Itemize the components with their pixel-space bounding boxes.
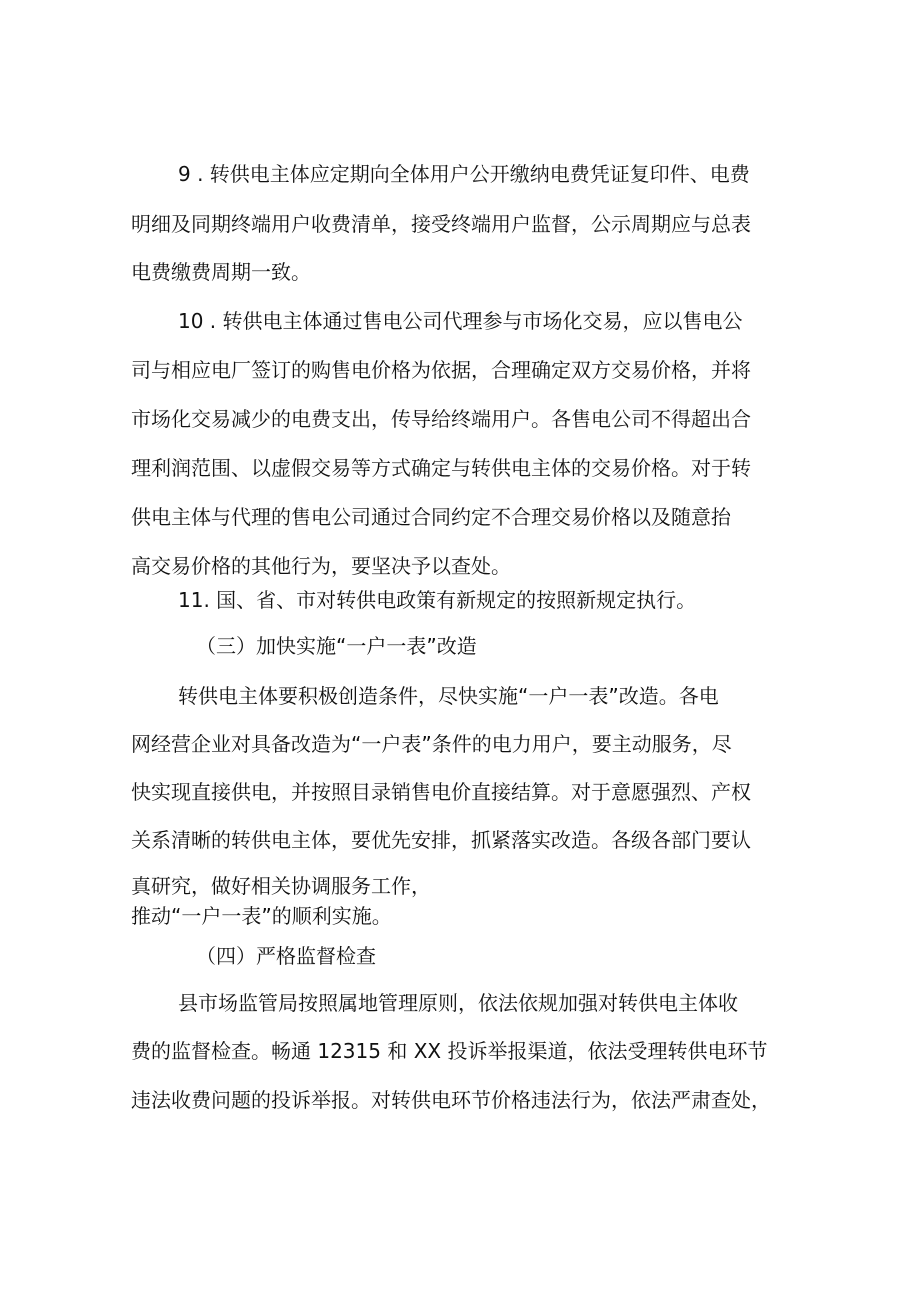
section3-heading: （三）加快实施“一户一表”改造 [196,634,477,658]
section3-line-1: 转供电主体要积极创造条件，尽快实施“一户一表”改造。各电 [178,684,719,708]
section4-line-1: 县市场监管局按照属地管理原则，依法依规加强对转供电主体收 [178,991,738,1015]
section4-line-2: 费的监督检查。畅通 12315 和 XX 投诉举报渠道，依法受理转供电环节 [131,1039,768,1063]
item10-line-6: 高交易价格的其他行为，要坚决予以查处。 [131,554,511,578]
item9-line-2: 明细及同期终端用户收费清单，接受终端用户监督，公示周期应与总表 [131,212,751,236]
item9-line-1: 9 . 转供电主体应定期向全体用户公开缴纳电费凭证复印件、电费 [178,162,750,186]
item10-line-3: 市场化交易减少的电费支出，传导给终端用户。各售电公司不得超出合 [131,407,751,431]
item10-line-1: 10 . 转供电主体通过售电公司代理参与市场化交易，应以售电公 [178,309,743,333]
section3-line-4: 关系清晰的转供电主体，要优先安排，抓紧落实改造。各级各部门要认 [131,828,751,852]
section3-line-2: 网经营企业对具备改造为“一户表”条件的电力用户，要主动服务，尽 [131,732,732,756]
section3-line-6: 推动“一户一表”的顺利实施。 [131,904,392,928]
item9-line-3: 电费缴费周期一致。 [131,260,311,284]
section4-line-3: 违法收费问题的投诉举报。对转供电环节价格违法行为，依法严肃查处， [131,1088,771,1112]
item10-line-5: 供电主体与代理的售电公司通过合同约定不合理交易价格以及随意抬 [131,505,731,529]
item11-line-1: 11. 国、省、市对转供电政策有新规定的按照新规定执行。 [178,588,697,612]
section3-line-5: 真研究，做好相关协调服务工作， [131,874,431,898]
item10-line-2: 司与相应电厂签订的购售电价格为依据，合理确定双方交易价格，并将 [131,358,751,382]
section4-heading: （四）严格监督检查 [196,944,376,968]
section3-line-3: 快实现直接供电，并按照目录销售电价直接结算。对于意愿强烈、产权 [131,780,751,804]
item10-line-4: 理利润范围、以虚假交易等方式确定与转供电主体的交易价格。对于转 [131,456,751,480]
